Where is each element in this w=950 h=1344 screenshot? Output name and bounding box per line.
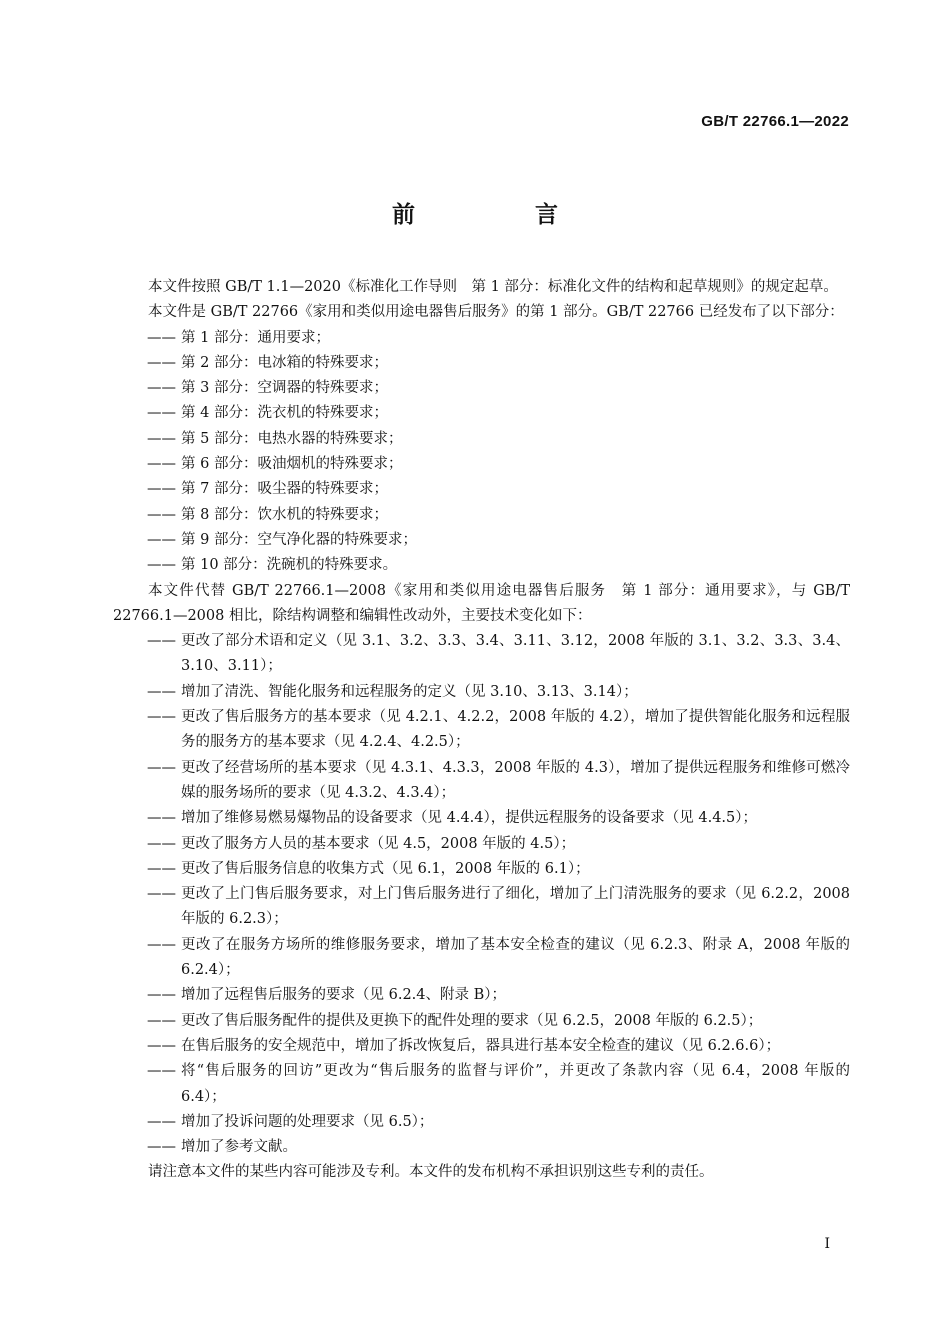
paragraph-parts-intro: 本文件是 GB/T 22766《家用和类似用途电器售后服务》的第 1 部分。GB/T 22766 已经发布了以下部分： <box>148 304 844 321</box>
list-item-text: 更改了在服务方场所的维修服务要求，增加了基本安全检查的建议（见 6.2.3、附录 A，2008 年版的 6.2.4）； <box>181 936 850 979</box>
list-item-text: 第 9 部分：空气净化器的特殊要求； <box>181 531 417 548</box>
section-title: 前 言 <box>391 202 614 228</box>
list-item-text: 第 7 部分：吸尘器的特殊要求； <box>181 481 388 498</box>
list-item-text: 更改了经营场所的基本要求（见 4.3.1、4.3.3，2008 年版的 4.3），增加了提供远程服务和维修可燃冷媒的服务场所的要求（见 4.3.2、4.3.4）； <box>181 759 850 801</box>
list-dash: —— <box>147 709 176 726</box>
list-dash: —— <box>147 506 176 523</box>
list-dash: —— <box>147 1012 176 1029</box>
list-item-text: 更改了售后服务配件的提供及更换下的配件处理的要求（见 6.2.5，2008 年版的 6.2.5）； <box>181 1012 763 1029</box>
list-item-change <box>113 933 850 984</box>
list-item-change <box>113 756 850 807</box>
list-item-text: 增加了维修易燃易爆物品的设备要求（见 4.4.4），提供远程服务的设备要求（见 4.4.5）； <box>181 810 758 827</box>
list-item-text: 更改了售后服务方的基本要求（见 4.2.1、4.2.2，2008 年版的 4.2），增加了提供智能化服务和远程服务的服务方的基本要求（见 4.2.4、4.2.5）； <box>181 709 850 751</box>
list-item-part <box>113 401 850 426</box>
list-dash: —— <box>147 1113 176 1130</box>
parts-list <box>113 326 850 579</box>
list-dash: —— <box>147 860 176 877</box>
list-item-part <box>113 351 850 376</box>
list-dash: —— <box>147 380 176 397</box>
list-dash: —— <box>147 456 176 473</box>
list-item-part <box>113 427 850 452</box>
list-item-text: 增加了参考文献。 <box>181 1139 297 1156</box>
list-item-text: 更改了部分术语和定义（见 3.1、3.2、3.3、3.4、3.11、3.12，2008 年版的 3.1、3.2、3.3、3.4、3.10、3.11）； <box>181 633 850 675</box>
list-item-part <box>113 477 850 502</box>
paragraph-replacement: 本文件代替 GB/T 22766.1—2008《家用和类似用途电器售后服务 第 1 部分：通用要求》，与 GB/T 22766.1—2008 相比，除结构调整和编辑性改动外，主要技术变化如下： <box>113 582 850 624</box>
list-dash: —— <box>147 557 176 574</box>
list-item-part <box>113 503 850 528</box>
list-item-change <box>113 983 850 1008</box>
list-item-text: 第 1 部分：通用要求； <box>181 329 330 346</box>
list-dash: —— <box>147 405 176 422</box>
list-item-change <box>113 1059 850 1110</box>
foreword-content <box>113 275 850 1186</box>
list-item-change <box>113 680 850 705</box>
list-item-text: 第 10 部分：洗碗机的特殊要求。 <box>181 557 398 574</box>
list-item-text: 增加了投诉问题的处理要求（见 6.5）； <box>181 1113 434 1130</box>
list-item-part <box>113 528 850 553</box>
list-dash: —— <box>147 835 176 852</box>
list-dash: —— <box>147 1139 176 1156</box>
list-item-change <box>113 1034 850 1059</box>
list-item-text: 第 2 部分：电冰箱的特殊要求； <box>181 354 388 371</box>
paragraph-drafting-rules: 本文件按照 GB/T 1.1—2020《标准化工作导则 第 1 部分：标准化文件的结构和起草规则》的规定起草。 <box>148 279 838 295</box>
list-dash: —— <box>147 1063 176 1080</box>
list-item-part <box>113 553 850 578</box>
list-item-change <box>113 1135 850 1160</box>
list-item-change <box>113 832 850 857</box>
list-item-text: 将“售后服务的回访”更改为“售后服务的监督与评价”，并更改了条款内容（见 6.4，2008 年版的 6.4）； <box>181 1063 850 1105</box>
list-item-text: 在售后服务的安全规范中，增加了拆改恢复后，器具进行基本安全检查的建议（见 6.2.6.6）； <box>181 1037 781 1054</box>
list-dash: —— <box>147 329 176 346</box>
list-dash: —— <box>147 531 176 548</box>
paragraph-patent-notice: 请注意本文件的某些内容可能涉及专利。本文件的发布机构不承担识别这些专利的责任。 <box>148 1164 714 1181</box>
list-item-text: 第 3 部分：空调器的特殊要求； <box>181 380 388 397</box>
list-dash: —— <box>147 354 176 371</box>
list-item-text: 增加了远程售后服务的要求（见 6.2.4、附录 B）； <box>181 987 507 1004</box>
list-item-text: 第 4 部分：洗衣机的特殊要求； <box>181 405 388 422</box>
list-item-change <box>113 857 850 882</box>
list-dash: —— <box>147 481 176 498</box>
standard-code: GB/T 22766.1—2022 <box>701 113 849 130</box>
changes-list <box>113 629 850 1160</box>
list-dash: —— <box>147 810 176 827</box>
list-item-text: 第 6 部分：吸油烟机的特殊要求； <box>181 456 403 473</box>
list-item-part <box>113 376 850 401</box>
list-item-text: 更改了服务方人员的基本要求（见 4.5，2008 年版的 4.5）； <box>181 835 576 852</box>
list-dash: —— <box>147 633 176 650</box>
list-dash: —— <box>147 936 176 953</box>
list-item-text: 更改了售后服务信息的收集方式（见 6.1，2008 年版的 6.1）； <box>181 860 590 877</box>
page-number: I <box>824 1236 830 1252</box>
list-item-change <box>113 882 850 933</box>
list-item-change <box>113 705 850 756</box>
list-item-text: 第 8 部分：饮水机的特殊要求； <box>181 506 388 523</box>
list-item-change <box>113 1110 850 1135</box>
list-item-part <box>113 326 850 351</box>
list-dash: —— <box>147 1037 176 1054</box>
list-item-text: 增加了清洗、智能化服务和远程服务的定义（见 3.10、3.13、3.14）； <box>181 683 638 700</box>
list-item-change <box>113 629 850 680</box>
list-dash: —— <box>147 886 176 903</box>
list-item-text: 第 5 部分：电热水器的特殊要求； <box>181 430 403 447</box>
list-item-change <box>113 1009 850 1034</box>
list-dash: —— <box>147 683 176 700</box>
list-dash: —— <box>147 987 176 1004</box>
list-item-change <box>113 806 850 831</box>
list-item-part <box>113 452 850 477</box>
list-item-text: 更改了上门售后服务要求，对上门售后服务进行了细化，增加了上门清洗服务的要求（见 6.2.2，2008 年版的 6.2.3）； <box>181 886 850 928</box>
list-dash: —— <box>147 759 176 776</box>
list-dash: —— <box>147 430 176 447</box>
